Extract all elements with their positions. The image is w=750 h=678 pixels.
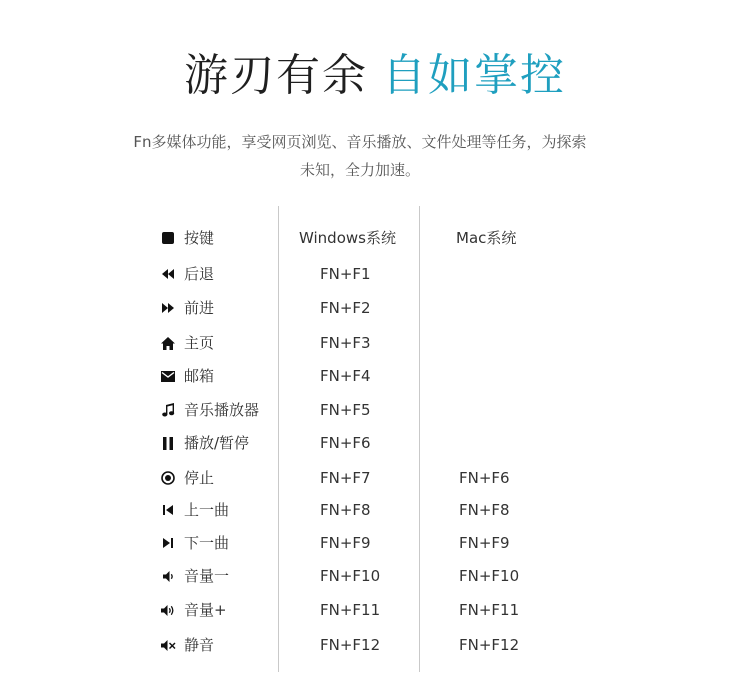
row-windows-key: FN+F4 [320,367,371,385]
row-mac-key: FN+F12 [459,636,520,654]
row-windows-key: FN+F8 [320,501,371,519]
row-windows-key: FN+F12 [320,636,381,654]
row-label: 下一曲 [184,534,230,552]
header-windows: Windows系统 [299,229,396,247]
table-row [0,431,750,455]
table-row [0,598,750,622]
row-label: 上一曲 [184,501,230,519]
row-label: 静音 [184,636,215,654]
table-row [0,296,750,320]
row-mac-key: FN+F8 [459,501,510,519]
row-windows-key: FN+F7 [320,469,371,487]
previous-track-icon [160,500,176,520]
table-header [0,226,750,250]
row-label: 主页 [184,334,215,352]
table-row [0,364,750,388]
volume-up-icon [160,600,176,620]
header-mac: Mac系统 [456,229,517,247]
row-windows-key: FN+F1 [320,265,371,283]
table-row [0,262,750,286]
row-windows-key: FN+F10 [320,567,381,585]
row-label: 音乐播放器 [184,401,260,419]
pause-icon [160,433,176,453]
row-label: 停止 [184,469,215,487]
table-row [0,564,750,588]
table-row [0,331,750,355]
subtitle-line-2: 未知，全力加速。 [299,161,420,179]
square-icon [160,228,176,248]
title-accent: 自如掌控 [382,50,566,101]
row-windows-key: FN+F11 [320,601,381,619]
table-row [0,398,750,422]
row-mac-key: FN+F6 [459,469,510,487]
row-windows-key: FN+F2 [320,299,371,317]
row-label: 邮箱 [184,367,215,385]
fast-forward-icon [160,298,176,318]
row-label: 音量+ [184,601,227,619]
row-mac-key: FN+F10 [459,567,520,585]
row-mac-key: FN+F9 [459,534,510,552]
header-key: 按键 [184,229,215,247]
mail-icon [160,366,176,386]
next-track-icon [160,533,176,553]
title-main: 游刃有余 [184,50,368,101]
stop-icon [160,468,176,488]
subtitle-line-1: Fn多媒体功能，享受网页浏览、音乐播放、文件处理等任务，为探索 [133,133,587,151]
row-label: 音量一 [184,567,230,585]
home-icon [160,333,176,353]
table-row [0,466,750,490]
subtitle [60,128,660,184]
table-row [0,531,750,555]
row-windows-key: FN+F6 [320,434,371,452]
row-windows-key: FN+F9 [320,534,371,552]
row-windows-key: FN+F5 [320,401,371,419]
mute-icon [160,635,176,655]
table-row [0,498,750,522]
rewind-icon [160,264,176,284]
volume-down-icon [160,566,176,586]
page-title [0,48,750,104]
row-label: 播放/暂停 [184,434,250,452]
music-note-icon [160,400,176,420]
row-label: 后退 [184,265,215,283]
row-label: 前进 [184,299,215,317]
table-row [0,633,750,657]
row-mac-key: FN+F11 [459,601,520,619]
row-windows-key: FN+F3 [320,334,371,352]
